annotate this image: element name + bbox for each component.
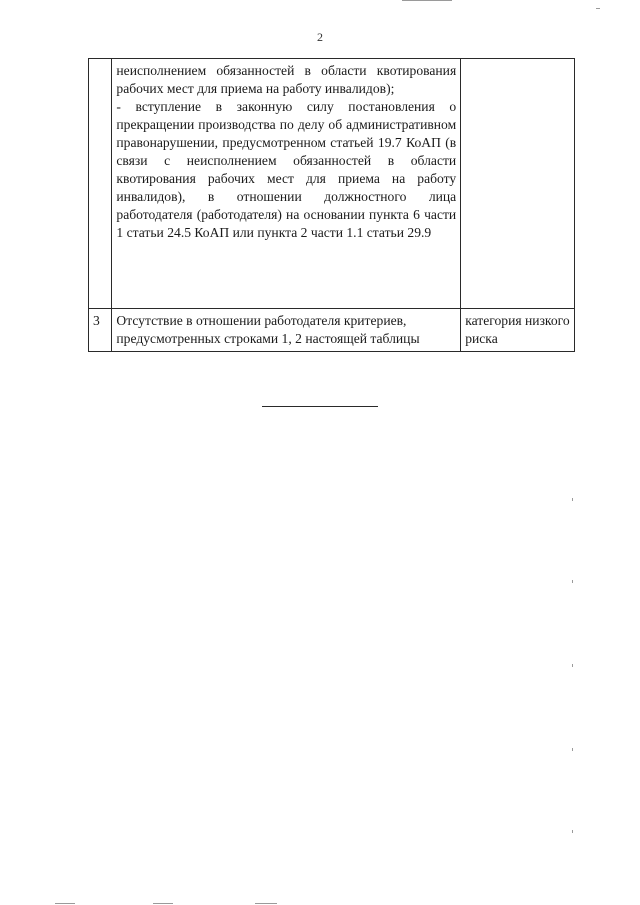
scan-artifact-top-right — [596, 8, 600, 9]
category-cell — [461, 59, 575, 309]
scan-artifact-right — [572, 664, 573, 667]
table-row — [89, 309, 575, 352]
row-number-cell: 3 — [89, 309, 112, 352]
scan-artifact-bottom — [255, 903, 277, 904]
criteria-paragraph: - вступление в законную силу постановления о прекращении производства по делу об административном правонарушении, предусмотренном статьей 19.7 КоАП (в связи с неисполнением обязанностей в области квотирования рабочих мест для приема на работу инвалидов), в отношении должностного лица работодателя (работодателя) на основании пункта 6 части 1 статьи 24.5 КоАП или пункта 2 части 1.1 статьи 29.9 — [116, 99, 457, 240]
scan-artifact-right — [572, 580, 573, 583]
criteria-paragraph: Отсутствие в отношении работодателя критериев, предусмотренных строками 1, 2 настоящей таблицы — [116, 313, 420, 346]
scan-artifact-right — [572, 498, 573, 501]
criteria-paragraph: неисполнением обязанностей в области квотирования рабочих мест для приема на работу инвалидов); — [116, 63, 457, 96]
category-cell: категория низкого риска — [461, 309, 575, 352]
table-row — [89, 59, 575, 309]
scan-artifact-bottom — [55, 903, 75, 904]
row-number-cell — [89, 59, 112, 309]
criteria-cell — [112, 309, 461, 352]
end-separator-line — [262, 406, 378, 407]
criteria-cell — [112, 59, 461, 309]
scan-artifact-right — [572, 748, 573, 751]
risk-criteria-table — [88, 58, 575, 352]
scan-artifact-bottom — [153, 903, 173, 904]
scan-artifact-top — [402, 0, 452, 1]
page-number: 2 — [317, 30, 323, 44]
scan-artifact-right — [572, 830, 573, 833]
